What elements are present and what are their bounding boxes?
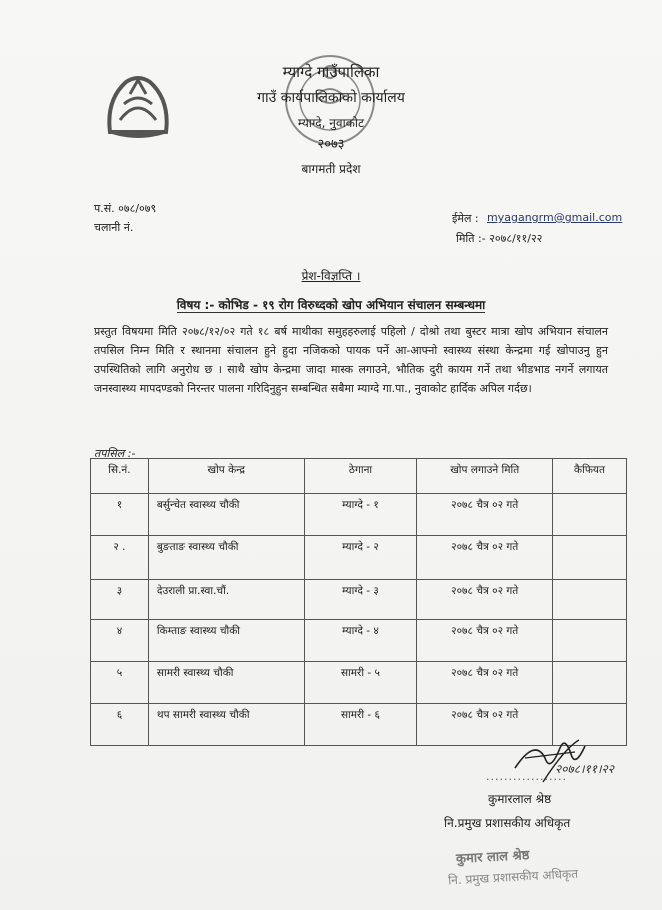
header-remarks: कैफियत xyxy=(553,459,627,494)
header-center: खोप केन्द्र xyxy=(148,459,304,494)
row-center: सामरी स्वास्थ्य चौकी xyxy=(148,662,304,704)
stamp-designation: नि. प्रमुख प्रशासकीय अधिकृत xyxy=(447,866,579,888)
office-location: म्याग्दे, नुवाकोट xyxy=(297,116,365,130)
row-address: म्याग्दे - ४ xyxy=(304,620,417,662)
row-serial: ४ xyxy=(91,620,149,662)
row-serial: ६ xyxy=(91,704,149,746)
signer-name: कुमारलाल श्रेष्ठ xyxy=(488,792,552,806)
table-row xyxy=(91,580,627,620)
table-row xyxy=(91,536,627,580)
notice-title-text: प्रेश-विज्ञप्ति । xyxy=(301,269,361,283)
row-date: २०७८ चैत्र ०२ गते xyxy=(417,662,553,704)
row-serial: १ xyxy=(91,494,149,536)
row-date: २०७८ चैत्र ०२ गते xyxy=(417,536,553,580)
row-date: २०७८ चैत्र ०२ गते xyxy=(417,494,553,536)
signature-date: २०७८।११।२२ xyxy=(555,762,615,776)
vaccination-schedule-table xyxy=(90,458,627,746)
row-center: थप सामरी स्वास्थ्य चौकी xyxy=(148,704,304,746)
table-row xyxy=(91,494,627,536)
row-serial: ३ xyxy=(91,580,149,620)
notice-body: प्रस्तुत विषयमा मिति २०७८/१२/०२ गते १८ बर्ष माथीका समुहहरुलाई पहिलो / दोश्रो तथा बुस्टर मात्रा खोप अभियान संचालन तपसिल निम्न मिति र स्थानमा संचालन हुने हुदा नजिकको पायक पर्ने आ-आफ्नो स्वास्थ्य संस्था केन्द्रमा गई खोपाउनु हुन उपस्थितिको लागि अनुरोध छ । साथै खोप केन्द्रमा जादा मास्क लगाउने, भौतिक दुरी कायम गर्ने तथा भीडभाड नगर्ने लगायत जनस्वास्थ्य मापदण्डको निरन्तर पालना गरिदिनुहुन सम्बन्धित सबैमा म्याग्दे गा.पा., नुवाकोट हार्दिक अपिल गर्दछ। xyxy=(94,325,608,395)
reference-number: प.सं. ०७८/०७९ xyxy=(94,202,157,215)
notice-subject-text: विषय :- कोभिड - १९ रोग विरुध्दको खोप अभियान संचालन सम्बन्धमा xyxy=(176,298,486,312)
row-serial: २ . xyxy=(91,536,149,580)
letter-date: मिति :- २०७८/११/२२ xyxy=(456,232,543,245)
table-header-row xyxy=(91,459,627,494)
row-address: म्याग्दे - १ xyxy=(304,494,417,536)
row-center: बर्सुन्चेत स्वास्थ्य चौकी xyxy=(148,494,304,536)
stamp-name: कुमार लाल श्रेष्ठ xyxy=(455,848,530,867)
email-link[interactable]: myagangrm@gmail.com xyxy=(487,211,623,224)
email-label: ईमेल : xyxy=(452,212,479,225)
row-center: किम्ताङ स्वास्थ्य चौकी xyxy=(148,620,304,662)
header-serial: सि.नं. xyxy=(91,459,149,494)
row-address: म्याग्दे - ३ xyxy=(304,580,417,620)
header-date: खोप लगाउने मिति xyxy=(417,459,553,494)
row-remarks xyxy=(553,580,627,620)
header-address: ठेगाना xyxy=(304,459,417,494)
row-date: २०७८ चैत्र ०२ गते xyxy=(417,620,553,662)
row-remarks xyxy=(553,494,627,536)
signature-line: .................. xyxy=(486,770,567,783)
municipality-name: म्याग्दे गाउँपालिका xyxy=(282,63,380,81)
row-remarks xyxy=(553,620,627,662)
province-name: बागमती प्रदेश xyxy=(301,162,361,176)
row-serial: ५ xyxy=(91,662,149,704)
table-row xyxy=(91,620,627,662)
notice-subject xyxy=(0,296,662,313)
dispatch-number: चलानी नं. xyxy=(94,221,134,234)
table-row xyxy=(91,662,627,704)
row-remarks xyxy=(553,662,627,704)
row-center: बुङताङ स्वास्थ्य चौकी xyxy=(148,536,304,580)
signer-designation: नि.प्रमुख प्रशासकीय अधिकृत xyxy=(444,816,571,830)
row-address: सामरी - ६ xyxy=(304,704,417,746)
row-center: देउराली प्रा.स्वा.चौं. xyxy=(148,580,304,620)
established-year: २०७३ xyxy=(317,137,345,152)
row-remarks xyxy=(553,536,627,580)
row-date: २०७८ चैत्र ०२ गते xyxy=(417,704,553,746)
row-date: २०७८ चैत्र ०२ गते xyxy=(417,580,553,620)
notice-title xyxy=(0,267,662,284)
office-name: गाउँ कार्यपालिकाको कार्यालय xyxy=(257,90,405,106)
row-address: म्याग्दे - २ xyxy=(304,536,417,580)
row-address: सामरी - ५ xyxy=(304,662,417,704)
schedule-label: तपसिल :- xyxy=(94,447,136,460)
